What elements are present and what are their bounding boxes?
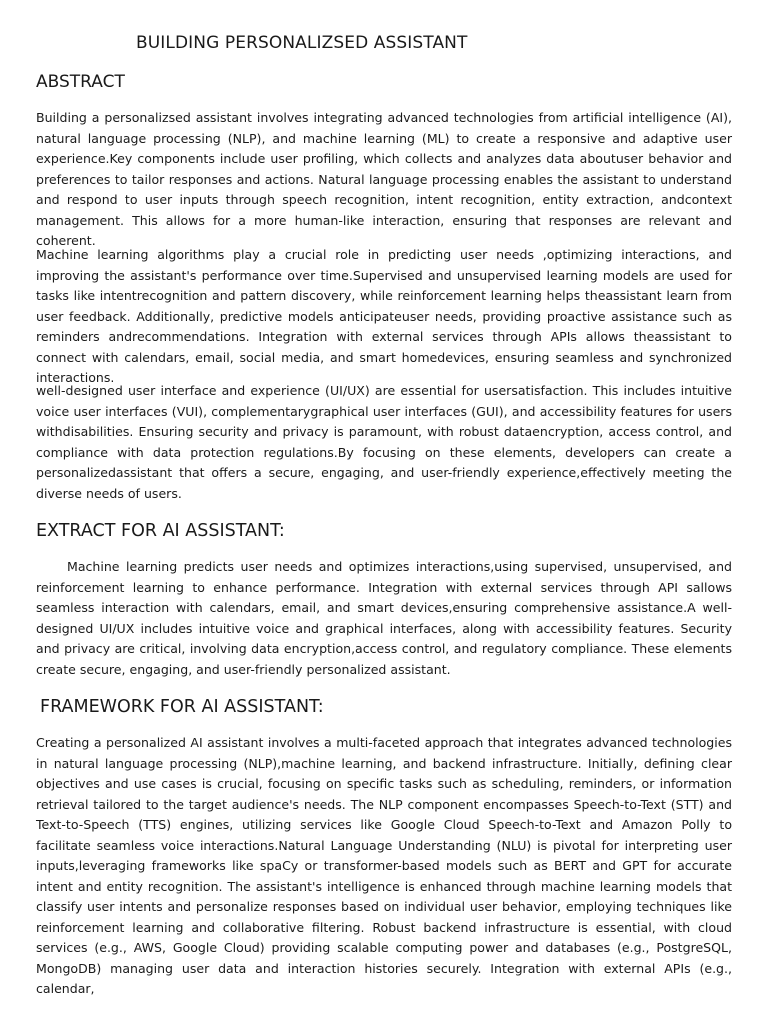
framework-heading: FRAMEWORK FOR AI ASSISTANT: xyxy=(40,697,324,717)
abstract-paragraph-1: Building a personalizsed assistant involves integrating advanced technologies from artificial intelligence (AI), natural language processing (NLP), and machine learning (ML) to create a responsive and adaptive user experience.Key components include user profiling, which collects and analyzes data aboutuser behavior and preferences to tailor responses and actions. Natural language processing enables the assistant to understand and respond to user inputs through speech recognition, intent recognition, entity extraction, andcontext management. This allows for a more human-like interaction, ensuring that responses are relevant and coherent. xyxy=(36,110,732,248)
framework-paragraph: Creating a personalized AI assistant involves a multi-faceted approach that integrates advanced technologies in natural language processing (NLP),machine learning, and backend infrastructure. Initially, defining clear objectives and use cases is crucial, focusing on specific tasks such as scheduling, reminders, or information retrieval tailored to the target audience's needs. The NLP component encompasses Speech-to-Text (STT) and Text-to-Speech (TTS) engines, utilizing services like Google Cloud Speech-to-Text and Amazon Polly to facilitate seamless voice interactions.Natural Language Understanding (NLU) is pivotal for interpreting user inputs,leveraging frameworks like spaCy or transformer-based models such as BERT and GPT for accurate intent and entity recognition. The assistant's intelligence is enhanced through machine learning models that classify user intents and personalize responses based on individual user behavior, employing techniques like reinforcement learning and collaborative filtering. Robust backend infrastructure is essential, with cloud services (e.g., AWS, Google Cloud) providing scalable computing power and databases (e.g., PostgreSQL, MongoDB) managing user data and interaction histories securely. Integration with external APIs (e.g., calendar, xyxy=(36,735,732,996)
abstract-heading: ABSTRACT xyxy=(36,72,125,92)
document-title: BUILDING PERSONALIZSED ASSISTANT xyxy=(136,33,468,53)
extract-heading: EXTRACT FOR AI ASSISTANT: xyxy=(36,521,285,541)
extract-paragraph: Machine learning predicts user needs and optimizes interactions,using supervised, unsupervised, and reinforcement learning to enhance performance. Integration with external services through API sallows seamless interaction with calendars, email, and smart devices,ensuring comprehensive assistance.A well-designed UI/UX includes intuitive voice and graphical interfaces, along with accessibility features. Security and privacy are critical, involving data encryption,access control, and regulatory compliance. These elements create secure, engaging, and user-friendly personalized assistant. xyxy=(36,559,732,677)
abstract-paragraph-3: well-designed user interface and experience (UI/UX) are essential for usersatisfaction. This includes intuitive voice user interfaces (VUI), complementarygraphical user interfaces (GUI), and accessibility features for users withdisabilities. Ensuring security and privacy is paramount, with robust dataencryption, access control, and compliance with data protection regulations.By focusing on these elements, developers can create a personalizedassistant that offers a secure, engaging, and user-friendly experience,effectively meeting the diverse needs of users. xyxy=(36,383,732,501)
abstract-paragraph-2: Machine learning algorithms play a crucial role in predicting user needs ,optimizing interactions, and improving the assistant's performance over time.Supervised and unsupervised learning models are used for tasks like intentrecognition and pattern discovery, while reinforcement learning helps theassistant learn from user feedback. Additionally, predictive models anticipateuser needs, providing proactive assistance such as reminders andrecommendations. Integration with external services through APIs allows theassistant to connect with calendars, email, social media, and smart homedevices, ensuring seamless and synchronized interactions. xyxy=(36,247,732,385)
